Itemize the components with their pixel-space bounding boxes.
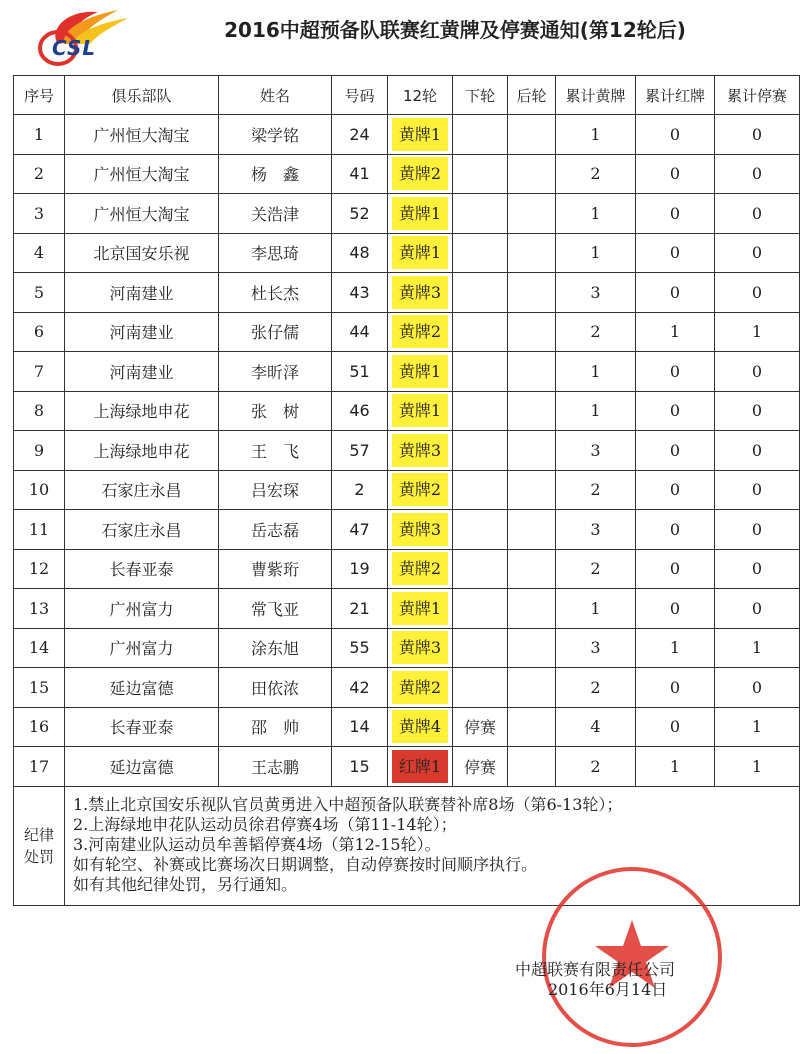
- cell-next-round: [453, 194, 508, 234]
- discipline-line: 3.河南建业队运动员牟善韬停赛4场（第12-15轮）。: [73, 834, 441, 854]
- cell-yellow-total: 1: [556, 115, 636, 155]
- cell-number: 52: [332, 194, 388, 234]
- cell-club: 北京国安乐视: [65, 233, 219, 273]
- cell-after-round: [508, 352, 556, 392]
- cell-suspend-total: 0: [715, 431, 800, 471]
- col-header-suspend-total: 累计停赛: [715, 76, 800, 115]
- cell-red-total: 0: [636, 668, 715, 708]
- col-header-after-round: 后轮: [508, 76, 556, 115]
- table-row: [14, 273, 800, 313]
- cell-number: 41: [332, 154, 388, 194]
- cell-yellow-total: 2: [556, 154, 636, 194]
- cell-next-round: [453, 312, 508, 352]
- cell-number: 55: [332, 628, 388, 668]
- cell-suspend-total: 0: [715, 194, 800, 234]
- cell-card: [388, 747, 453, 787]
- cell-club: 广州恒大淘宝: [65, 115, 219, 155]
- cell-number: 48: [332, 233, 388, 273]
- cell-index: 17: [14, 747, 65, 787]
- cell-name: 涂东旭: [219, 628, 332, 668]
- cell-red-total: 0: [636, 589, 715, 629]
- cell-next-round: [453, 628, 508, 668]
- footer-date: 2016年6月14日: [548, 980, 668, 999]
- cell-red-total: 0: [636, 194, 715, 234]
- cell-yellow-total: 4: [556, 707, 636, 747]
- cell-club: 长春亚泰: [65, 707, 219, 747]
- cell-red-total: 1: [636, 747, 715, 787]
- yellow-card-badge: 黄牌1: [392, 592, 448, 625]
- cell-suspend-total: 1: [715, 747, 800, 787]
- cell-after-round: [508, 312, 556, 352]
- discipline-label: [14, 786, 65, 905]
- cell-index: 15: [14, 668, 65, 708]
- logo-text: CSL: [52, 36, 97, 60]
- cell-red-total: 0: [636, 391, 715, 431]
- table-row: [14, 194, 800, 234]
- cell-after-round: [508, 510, 556, 550]
- col-header-number: 号码: [332, 76, 388, 115]
- table-row: [14, 352, 800, 392]
- cell-name: 李昕泽: [219, 352, 332, 392]
- cell-suspend-total: 0: [715, 470, 800, 510]
- cell-suspend-total: 0: [715, 589, 800, 629]
- cell-number: 46: [332, 391, 388, 431]
- col-header-round12: 12轮: [388, 76, 453, 115]
- cell-index: 13: [14, 589, 65, 629]
- cell-red-total: 0: [636, 510, 715, 550]
- yellow-card-badge: 黄牌1: [392, 197, 448, 230]
- cell-suspend-total: 0: [715, 273, 800, 313]
- cell-index: 10: [14, 470, 65, 510]
- cell-card: [388, 589, 453, 629]
- cell-name: 张 树: [219, 391, 332, 431]
- cell-index: 5: [14, 273, 65, 313]
- cell-club: 石家庄永昌: [65, 470, 219, 510]
- cell-name: 杨 鑫: [219, 154, 332, 194]
- cell-yellow-total: 1: [556, 391, 636, 431]
- cell-after-round: [508, 470, 556, 510]
- cell-next-round: [453, 352, 508, 392]
- table-row: [14, 431, 800, 471]
- cell-red-total: 0: [636, 233, 715, 273]
- cell-number: 43: [332, 273, 388, 313]
- cell-name: 曹紫珩: [219, 549, 332, 589]
- cell-next-round: [453, 391, 508, 431]
- col-header-yellow-total: 累计黄牌: [556, 76, 636, 115]
- cell-club: 广州富力: [65, 589, 219, 629]
- cell-suspend-total: 1: [715, 312, 800, 352]
- col-header-index: 序号: [14, 76, 65, 115]
- cell-number: 57: [332, 431, 388, 471]
- table-row: [14, 747, 800, 787]
- cell-red-total: 0: [636, 431, 715, 471]
- cell-card: [388, 273, 453, 313]
- cell-yellow-total: 3: [556, 628, 636, 668]
- cell-after-round: [508, 707, 556, 747]
- cell-index: 2: [14, 154, 65, 194]
- cell-card: [388, 154, 453, 194]
- cell-name: 邵 帅: [219, 707, 332, 747]
- cell-number: 2: [332, 470, 388, 510]
- cell-suspend-total: 0: [715, 352, 800, 392]
- yellow-card-badge: 黄牌4: [392, 710, 448, 743]
- discipline-table: [13, 75, 800, 906]
- cell-red-total: 1: [636, 312, 715, 352]
- cell-card: [388, 391, 453, 431]
- cell-club: 上海绿地申花: [65, 391, 219, 431]
- cell-club: 河南建业: [65, 352, 219, 392]
- cell-next-round: [453, 154, 508, 194]
- table-row: [14, 510, 800, 550]
- cell-after-round: [508, 549, 556, 589]
- cell-red-total: 0: [636, 115, 715, 155]
- cell-club: 上海绿地申花: [65, 431, 219, 471]
- cell-card: [388, 352, 453, 392]
- cell-card: [388, 233, 453, 273]
- cell-after-round: [508, 431, 556, 471]
- cell-club: 广州恒大淘宝: [65, 154, 219, 194]
- table-header-row: [14, 76, 800, 115]
- table-row: [14, 628, 800, 668]
- cell-card: [388, 707, 453, 747]
- col-header-next-round: 下轮: [453, 76, 508, 115]
- cell-number: 42: [332, 668, 388, 708]
- cell-next-round: [453, 431, 508, 471]
- cell-next-round: [453, 273, 508, 313]
- cell-suspend-total: 0: [715, 391, 800, 431]
- yellow-card-badge: 黄牌1: [392, 236, 448, 269]
- cell-yellow-total: 3: [556, 273, 636, 313]
- cell-card: [388, 510, 453, 550]
- cell-after-round: [508, 115, 556, 155]
- cell-name: 杜长杰: [219, 273, 332, 313]
- cell-yellow-total: 2: [556, 470, 636, 510]
- cell-after-round: [508, 194, 556, 234]
- cell-index: 12: [14, 549, 65, 589]
- table-row: [14, 707, 800, 747]
- header: [0, 0, 800, 70]
- cell-suspend-total: 1: [715, 628, 800, 668]
- cell-yellow-total: 1: [556, 233, 636, 273]
- discipline-line: 如有其他纪律处罚，另行通知。: [73, 874, 298, 894]
- table-row: [14, 391, 800, 431]
- cell-suspend-total: 0: [715, 233, 800, 273]
- cell-name: 常飞亚: [219, 589, 332, 629]
- cell-number: 14: [332, 707, 388, 747]
- cell-suspend-total: 0: [715, 115, 800, 155]
- table-row: [14, 312, 800, 352]
- col-header-red-total: 累计红牌: [636, 76, 715, 115]
- cell-suspend-total: 1: [715, 707, 800, 747]
- cell-yellow-total: 1: [556, 194, 636, 234]
- yellow-card-badge: 黄牌3: [392, 513, 448, 546]
- cell-club: 长春亚泰: [65, 549, 219, 589]
- cell-suspend-total: 0: [715, 549, 800, 589]
- cell-suspend-total: 0: [715, 668, 800, 708]
- cell-after-round: [508, 747, 556, 787]
- col-header-club: 俱乐部队: [65, 76, 219, 115]
- cell-card: [388, 194, 453, 234]
- cell-card: [388, 312, 453, 352]
- cell-card: [388, 549, 453, 589]
- table-body: [14, 115, 800, 787]
- cell-after-round: [508, 391, 556, 431]
- yellow-card-badge: 黄牌2: [392, 315, 448, 348]
- table-row: [14, 154, 800, 194]
- cell-number: 21: [332, 589, 388, 629]
- cell-yellow-total: 2: [556, 668, 636, 708]
- cell-club: 延边富德: [65, 747, 219, 787]
- cell-name: 关浩津: [219, 194, 332, 234]
- cell-after-round: [508, 233, 556, 273]
- yellow-card-badge: 黄牌2: [392, 157, 448, 190]
- cell-red-total: 0: [636, 352, 715, 392]
- yellow-card-badge: 黄牌2: [392, 671, 448, 704]
- cell-name: 李思琦: [219, 233, 332, 273]
- cell-club: 石家庄永昌: [65, 510, 219, 550]
- cell-yellow-total: 3: [556, 510, 636, 550]
- cell-number: 24: [332, 115, 388, 155]
- cell-next-round: [453, 549, 508, 589]
- cell-club: 河南建业: [65, 273, 219, 313]
- page-title: 2016中超预备队联赛红黄牌及停赛通知(第12轮后): [224, 18, 686, 42]
- cell-card: [388, 628, 453, 668]
- cell-number: 15: [332, 747, 388, 787]
- discipline-line: 2.上海绿地申花队运动员徐君停赛4场（第11-14轮）；: [73, 814, 457, 834]
- table-row: [14, 470, 800, 510]
- cell-after-round: [508, 154, 556, 194]
- footer-organization: 中超联赛有限责任公司: [515, 960, 676, 979]
- cell-index: 7: [14, 352, 65, 392]
- yellow-card-badge: 黄牌3: [392, 276, 448, 309]
- yellow-card-badge: 黄牌3: [392, 434, 448, 467]
- cell-red-total: 1: [636, 628, 715, 668]
- cell-red-total: 0: [636, 549, 715, 589]
- cell-index: 6: [14, 312, 65, 352]
- cell-card: [388, 470, 453, 510]
- cell-name: 王志鹏: [219, 747, 332, 787]
- cell-suspend-total: 0: [715, 510, 800, 550]
- cell-index: 4: [14, 233, 65, 273]
- yellow-card-badge: 黄牌1: [392, 118, 448, 151]
- yellow-card-badge: 黄牌2: [392, 552, 448, 585]
- cell-index: 8: [14, 391, 65, 431]
- cell-next-round: [453, 510, 508, 550]
- cell-index: 9: [14, 431, 65, 471]
- yellow-card-badge: 黄牌1: [392, 355, 448, 388]
- yellow-card-badge: 黄牌3: [392, 631, 448, 664]
- cell-next-round: [453, 470, 508, 510]
- cell-yellow-total: 1: [556, 352, 636, 392]
- cell-yellow-total: 1: [556, 589, 636, 629]
- cell-next-round: [453, 589, 508, 629]
- cell-number: 51: [332, 352, 388, 392]
- cell-yellow-total: 2: [556, 312, 636, 352]
- cell-suspend-total: 0: [715, 154, 800, 194]
- cell-red-total: 0: [636, 707, 715, 747]
- discipline-label-text: 纪律处罚: [23, 825, 54, 866]
- cell-next-round: 停赛: [453, 747, 508, 787]
- cell-number: 44: [332, 312, 388, 352]
- cell-club: 延边富德: [65, 668, 219, 708]
- cell-red-total: 0: [636, 273, 715, 313]
- table-row: [14, 549, 800, 589]
- table-row: [14, 233, 800, 273]
- cell-next-round: [453, 668, 508, 708]
- cell-index: 1: [14, 115, 65, 155]
- cell-after-round: [508, 273, 556, 313]
- cell-club: 广州富力: [65, 628, 219, 668]
- cell-card: [388, 431, 453, 471]
- red-card-badge: 红牌1: [392, 750, 448, 783]
- cell-club: 广州恒大淘宝: [65, 194, 219, 234]
- yellow-card-badge: 黄牌2: [392, 473, 448, 506]
- cell-number: 47: [332, 510, 388, 550]
- cell-name: 梁学铭: [219, 115, 332, 155]
- cell-yellow-total: 2: [556, 549, 636, 589]
- cell-name: 张仔儒: [219, 312, 332, 352]
- discipline-line: 1.禁止北京国安乐视队官员黄勇进入中超预备队联赛替补席8场（第6-13轮）；: [73, 794, 623, 814]
- cell-after-round: [508, 668, 556, 708]
- yellow-card-badge: 黄牌1: [392, 394, 448, 427]
- table-row: [14, 589, 800, 629]
- cell-name: 岳志磊: [219, 510, 332, 550]
- cell-club: 河南建业: [65, 312, 219, 352]
- cell-after-round: [508, 589, 556, 629]
- cell-name: 王 飞: [219, 431, 332, 471]
- table-row: [14, 668, 800, 708]
- table-row: [14, 115, 800, 155]
- cell-red-total: 0: [636, 154, 715, 194]
- cell-index: 16: [14, 707, 65, 747]
- cell-number: 19: [332, 549, 388, 589]
- cell-index: 3: [14, 194, 65, 234]
- cell-name: 田依浓: [219, 668, 332, 708]
- cell-card: [388, 115, 453, 155]
- cell-index: 11: [14, 510, 65, 550]
- cell-next-round: [453, 115, 508, 155]
- cell-card: [388, 668, 453, 708]
- cell-name: 吕宏琛: [219, 470, 332, 510]
- cell-yellow-total: 2: [556, 747, 636, 787]
- discipline-line: 如有轮空、补赛或比赛场次日期调整，自动停赛按时间顺序执行。: [73, 854, 538, 874]
- cell-yellow-total: 3: [556, 431, 636, 471]
- cell-next-round: 停赛: [453, 707, 508, 747]
- col-header-name: 姓名: [219, 76, 332, 115]
- cell-red-total: 0: [636, 470, 715, 510]
- cell-next-round: [453, 233, 508, 273]
- cell-after-round: [508, 628, 556, 668]
- cell-index: 14: [14, 628, 65, 668]
